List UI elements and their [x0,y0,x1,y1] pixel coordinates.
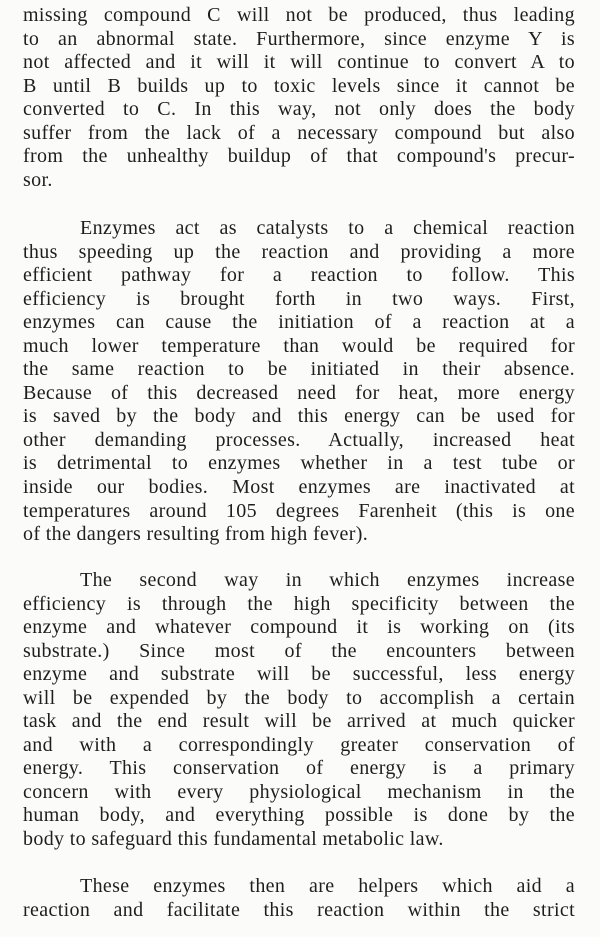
text-line: efficiency is through the high specificity between the [23,592,575,615]
text-line: task and the end result will be arrived at much quicker [23,710,575,733]
text-line: Because of this decreased need for heat, more energy [23,381,575,404]
text-line: efficient pathway for a reaction to follow. This [23,264,575,287]
text-line: to an abnormal state. Furthermore, since enzyme Y is [23,27,575,50]
paragraph-4 [23,875,575,922]
text-line: temperatures around 105 degrees Farenheit (this is one [23,499,575,522]
text-line: enzyme and whatever compound it is working on (its [23,616,575,639]
text-line: is saved by the body and this energy can be used for [23,405,575,428]
text-line: These enzymes then are helpers which aid a [80,875,575,897]
text-line: much lower temperature than would be required for [23,334,575,357]
text-line: substrate.) Since most of the encounters between [23,639,575,662]
text-line: The second way in which enzymes increase [80,569,575,591]
text-line: from the unhealthy buildup of that compound's precur- [23,145,575,168]
text-line: converted to C. In this way, not only does the body [23,98,575,121]
text-line: of the dangers resulting from high fever). [23,523,369,546]
text-line: not affected and it will it will continue to convert A to [23,51,575,74]
text-line: thus speeding up the reaction and providing a more [23,240,575,263]
text-line: other demanding processes. Actually, increased heat [23,428,575,451]
text-line: enzymes can cause the initiation of a reaction at a [23,311,575,334]
text-line: Enzymes act as catalysts to a chemical reaction [80,217,575,239]
text-line: is detrimental to enzymes whether in a test tube or [23,452,575,475]
text-line: inside our bodies. Most enzymes are inactivated at [23,476,575,499]
text-line: suffer from the lack of a necessary compound but also [23,121,575,144]
text-line: human body, and everything possible is done by the [23,804,575,827]
text-line: missing compound C will not be produced, thus leading [23,4,575,26]
text-line: will be expended by the body to accomplish a certain [23,686,575,709]
paragraph-1 [23,4,575,192]
text-line: energy. This conservation of energy is a primary [23,757,575,780]
text-line: reaction and facilitate this reaction within the strict [23,898,575,921]
paragraph-3 [23,569,575,852]
text-line: and with a correspondingly greater conservation of [23,733,575,756]
text-line: enzyme and substrate will be successful, less energy [23,663,575,686]
paragraph-2 [23,217,575,547]
text-line: body to safeguard this fundamental metabolic law. [23,828,444,851]
text-line: concern with every physiological mechanism in the [23,780,575,803]
text-line: sor. [23,168,53,191]
text-line: B until B builds up to toxic levels since it cannot be [23,74,575,97]
text-line: efficiency is brought forth in two ways. First, [23,287,575,310]
text-line: the same reaction to be initiated in their absence. [23,358,575,381]
